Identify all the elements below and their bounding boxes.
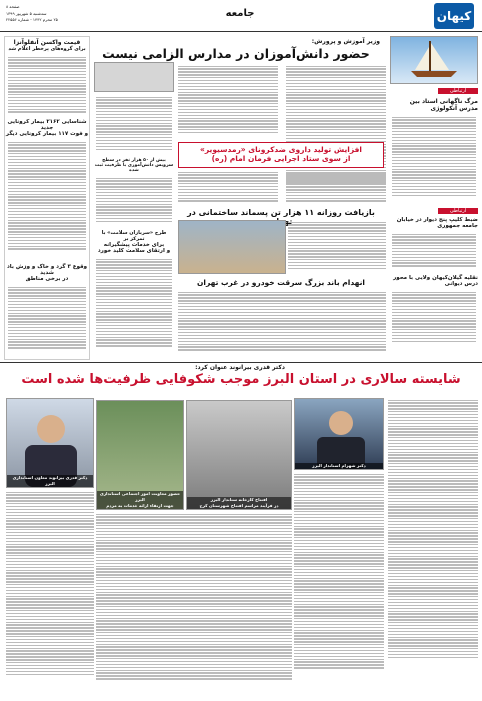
side-column <box>4 36 90 360</box>
mid-left-headline-2: برای خدمات پیشگیرانه <box>103 242 165 248</box>
right-column <box>390 36 478 354</box>
ship-icon <box>391 37 477 83</box>
right-badge-1: ارتباطی <box>438 88 478 94</box>
mid-left-subhead-2: سرویس دانش‌آموزی با ظرفیت ثبت شده <box>94 163 174 173</box>
mid-left-headline-3: و ارتقای سلامت کلید خورد <box>97 248 171 254</box>
red-box-line-2: از سوی ستاد اجرایی فرمان امام (ره) <box>211 154 351 163</box>
header-rule <box>0 31 482 32</box>
banner-rule <box>0 362 482 363</box>
event-photo-1 <box>96 400 184 510</box>
page-label: صفحه ۸ <box>6 4 20 9</box>
right-teaser-3: نقلیه گیلان‌کیهان ولایی با محور درس دیوانی <box>393 275 478 287</box>
center-text-below-red <box>286 170 386 204</box>
side-headline-2: برای گروه‌های پرخطر اعلام شد <box>8 46 86 52</box>
caption-4: جهت ارتقاء ارائه خدمات به مردم <box>97 503 183 509</box>
bottom-right-text <box>294 472 384 696</box>
portrait-photo-1 <box>6 398 94 488</box>
event-photo-2 <box>186 400 292 510</box>
caption-6: در فرآیند مراسم افتتاح شهرستان کرج <box>187 503 291 509</box>
story2-text <box>288 220 386 274</box>
mid-left-subhead: بیش از ۵۰ هزار نفر در سطح <box>102 158 166 163</box>
mid-left-story <box>94 62 174 358</box>
bottom-left-text <box>6 490 94 696</box>
ship-illustration <box>390 36 478 84</box>
lead-body-text-2 <box>178 64 278 140</box>
section-title: جامعه <box>225 8 255 19</box>
side-headline-3: شناسایی ۲۱۶۲ بیمار کرونایی جدید <box>7 119 87 131</box>
lead-headline: حضور دانش‌آموزان در مدارس الزامی نیست <box>102 46 370 61</box>
center-text-2 <box>178 170 278 204</box>
story2-photo <box>178 220 286 274</box>
right-teaser-1: مرگ ناگهانی استاد بین مدرس آنکولوژی <box>409 98 478 112</box>
side-headline-5: وقوع ۳ گرد و خاک و وزش باد شدید <box>6 264 88 276</box>
story3-headline: انهدام باند بزرگ سرقت خودرو در غرب تهران <box>197 278 365 287</box>
caption-1: دکتر قدری بیرانوند معاون استانداری البرز <box>7 475 93 487</box>
red-box-line-1: افزایش تولید داروی ضدکرونای «رمدسیویر» <box>200 145 362 154</box>
person-icon <box>7 399 93 487</box>
caption-3: حضور معاونت امور اجتماعی استانداری البرز <box>97 491 183 503</box>
caption-5: افتتاح کارخانه ستاندار البرز <box>187 497 291 503</box>
mid-left-headline-1: طرح «سربازان سلامت» با تمرکز بر <box>101 230 167 242</box>
right-badge-2: ارتباطی <box>438 208 478 214</box>
side-headline-1: قیمت واکسن آنفلوآنزا <box>13 39 81 46</box>
date-line-2: ۲۵ محرم ۱۴۴۲ - شماره ۲۲۵۵۶ <box>6 17 58 22</box>
portrait-photo-2 <box>294 398 384 470</box>
story2-headline: بازیافت روزانه ۱۱ هزار تن پسماند ساختمانی در <box>187 208 375 217</box>
caption-2: دکتر شهرام استاندار البرز <box>295 463 383 469</box>
right-teaser-2: ضبط کلیپ پنج دیوار در خیابان جامعه جمهوری <box>396 217 478 229</box>
person-icon-2 <box>295 399 383 469</box>
red-highlight-box <box>178 142 384 168</box>
bottom-center-text <box>96 512 292 696</box>
mid-left-photo <box>94 62 174 92</box>
logo: کیهان <box>434 3 474 29</box>
banner-kicker: دکتر قدری بیرانوند عنوان کرد: <box>195 364 285 371</box>
far-right-text <box>388 398 478 696</box>
story3-text <box>178 290 386 356</box>
banner-headline: شایسته سالاری در استان البرز موجب شکوفایی ظرفیت‌ها شده است <box>21 372 461 387</box>
masthead <box>0 0 482 34</box>
date-line-1: سه‌شنبه ۵ شهریور ۱۳۹۹ <box>6 11 47 16</box>
side-headline-4: و فوت ۱۱۷ بیمار کرونایی دیگر <box>5 131 89 137</box>
lead-kicker: وزیر آموزش و پرورش: <box>311 38 380 45</box>
side-headline-6: در برخی مناطق <box>25 276 69 282</box>
